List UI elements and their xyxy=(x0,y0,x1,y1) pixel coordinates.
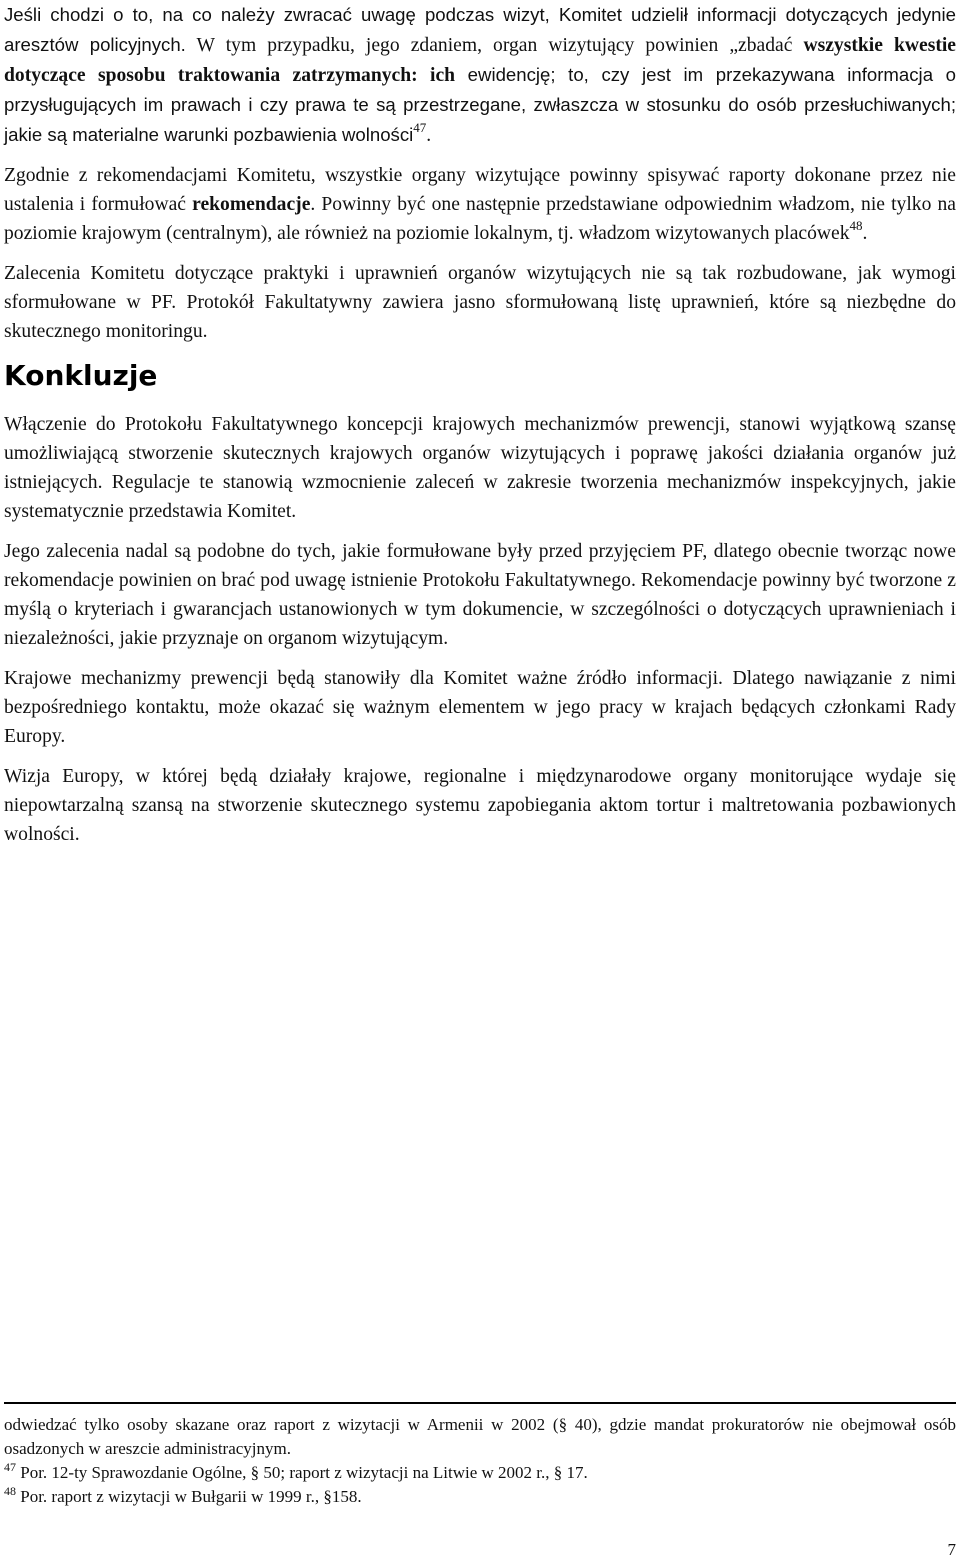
paragraph-6: Krajowe mechanizmy prewencji będą stanowiły dla Komitet ważne źródło informacji. Dlatego nawiązanie z nimi bezpośredniego kontaktu, może okazać się ważnym elementem w jego pracy w krajach będących członkami Rady Europy. xyxy=(4,668,956,747)
footnote-ref-47[interactable]: 47 xyxy=(413,120,427,135)
footnote-47-number: 47 xyxy=(4,1460,16,1474)
section-heading: Konkluzje xyxy=(4,359,158,392)
paragraph-7: Wizja Europy, w której będą działały krajowe, regionalne i międzynarodowe organy monitorujące wydaje się niepowtarzalną szansą na stworzenie skutecznego systemu zapobiegania aktom tortur i maltretowania pozbawionych wolności. xyxy=(4,766,956,845)
footnote-continuation: odwiedzać tylko osoby skazane oraz raport z wizytacji w Armenii w 2002 (§ 40), gdzie mandat prokuratorów nie obejmował osób osadzonych w areszcie administracyjnym. xyxy=(4,1415,956,1458)
footnote-48-text: Por. raport z wizytacji w Bułgarii w 1999 r., §158. xyxy=(16,1487,362,1506)
paragraph-1-bold: wszystkie kwestie dotyczące sposobu traktowania zatrzymanych: ich xyxy=(4,35,956,86)
paragraph-4: Włączenie do Protokołu Fakultatywnego koncepcji krajowych mechanizmów prewencji, stanowi wyjątkową szansę umożliwiającą stworzenie skutecznych krajowych organów wizytujących i poprawę jakości działania organów już istniejących. Regulacje te stanowią wzmocnienie zaleceń w zakresie tworzenia mechanizmów inspekcyjnych, jakie systematycznie przedstawia Komitet. xyxy=(4,414,956,522)
paragraph-1 xyxy=(4,0,956,150)
footnotes xyxy=(4,1413,956,1509)
document-page xyxy=(4,0,956,849)
paragraph-1-part-c: ewidencję; to, czy jest im przekazywana informacja o przysługujących im prawach i czy prawa te są przestrzegane, zwłaszcza w stosunku do osób przesłuchiwanych; jakie są materialne warunki pozbawienia wolności xyxy=(4,64,956,145)
paragraph-1-part-b: W tym przypadku, jego zdaniem, organ wizytujący powinien „zbadać xyxy=(185,35,804,56)
footnote-ref-48[interactable]: 48 xyxy=(849,218,863,233)
page-number: 7 xyxy=(947,1540,956,1559)
footnote-48-number: 48 xyxy=(4,1484,16,1498)
paragraph-1-sans-part: Jeśli chodzi o to, na co należy zwracać uwagę podczas wizyt, Komitet udzielił informacji dotyczących jedynie aresztów policyjnych. xyxy=(4,4,956,55)
paragraph-2-bold: rekomendacje xyxy=(192,194,311,215)
paragraph-2-end: . xyxy=(862,223,868,244)
footnote-47 xyxy=(4,1461,956,1485)
paragraph-1-end: . xyxy=(426,125,432,146)
paragraph-2-part-b: . Powinny być one następnie przedstawiane odpowiednim władzom, nie tylko na poziomie krajowym (centralnym), ale również na poziomie lokalnym, tj. władzom wizytowanych placówek xyxy=(4,194,956,244)
paragraph-2-part-a: Zgodnie z rekomendacjami Komitetu, wszystkie organy wizytujące powinny spisywać raporty dokonane przez nie ustalenia i formułować xyxy=(4,165,956,215)
paragraph-2 xyxy=(4,161,956,248)
footnote-separator xyxy=(4,1402,956,1404)
footnote-48 xyxy=(4,1485,956,1509)
paragraph-5: Jego zalecenia nadal są podobne do tych, jakie formułowane były przed przyjęciem PF, dlatego obecnie tworząc nowe rekomendacje powinien on brać pod uwagę istnienie Protokołu Fakultatywnego. Rekomendacje powinny być tworzone z myślą o kryteriach i gwarancjach ustanowionych w tym dokumencie, w szczególności o dotyczących uprawnieniach i niezależności, jakie przyznaje on organom wizytującym. xyxy=(4,541,956,649)
paragraph-3: Zalecenia Komitetu dotyczące praktyki i uprawnień organów wizytujących nie są tak rozbudowane, jak wymogi sformułowane w PF. Protokół Fakultatywny zawiera jasno sformułowaną listę uprawnień, które są niezbędne do skutecznego monitoringu. xyxy=(4,263,956,342)
footnote-47-text: Por. 12-ty Sprawozdanie Ogólne, § 50; raport z wizytacji na Litwie w 2002 r., § 17. xyxy=(16,1463,588,1482)
